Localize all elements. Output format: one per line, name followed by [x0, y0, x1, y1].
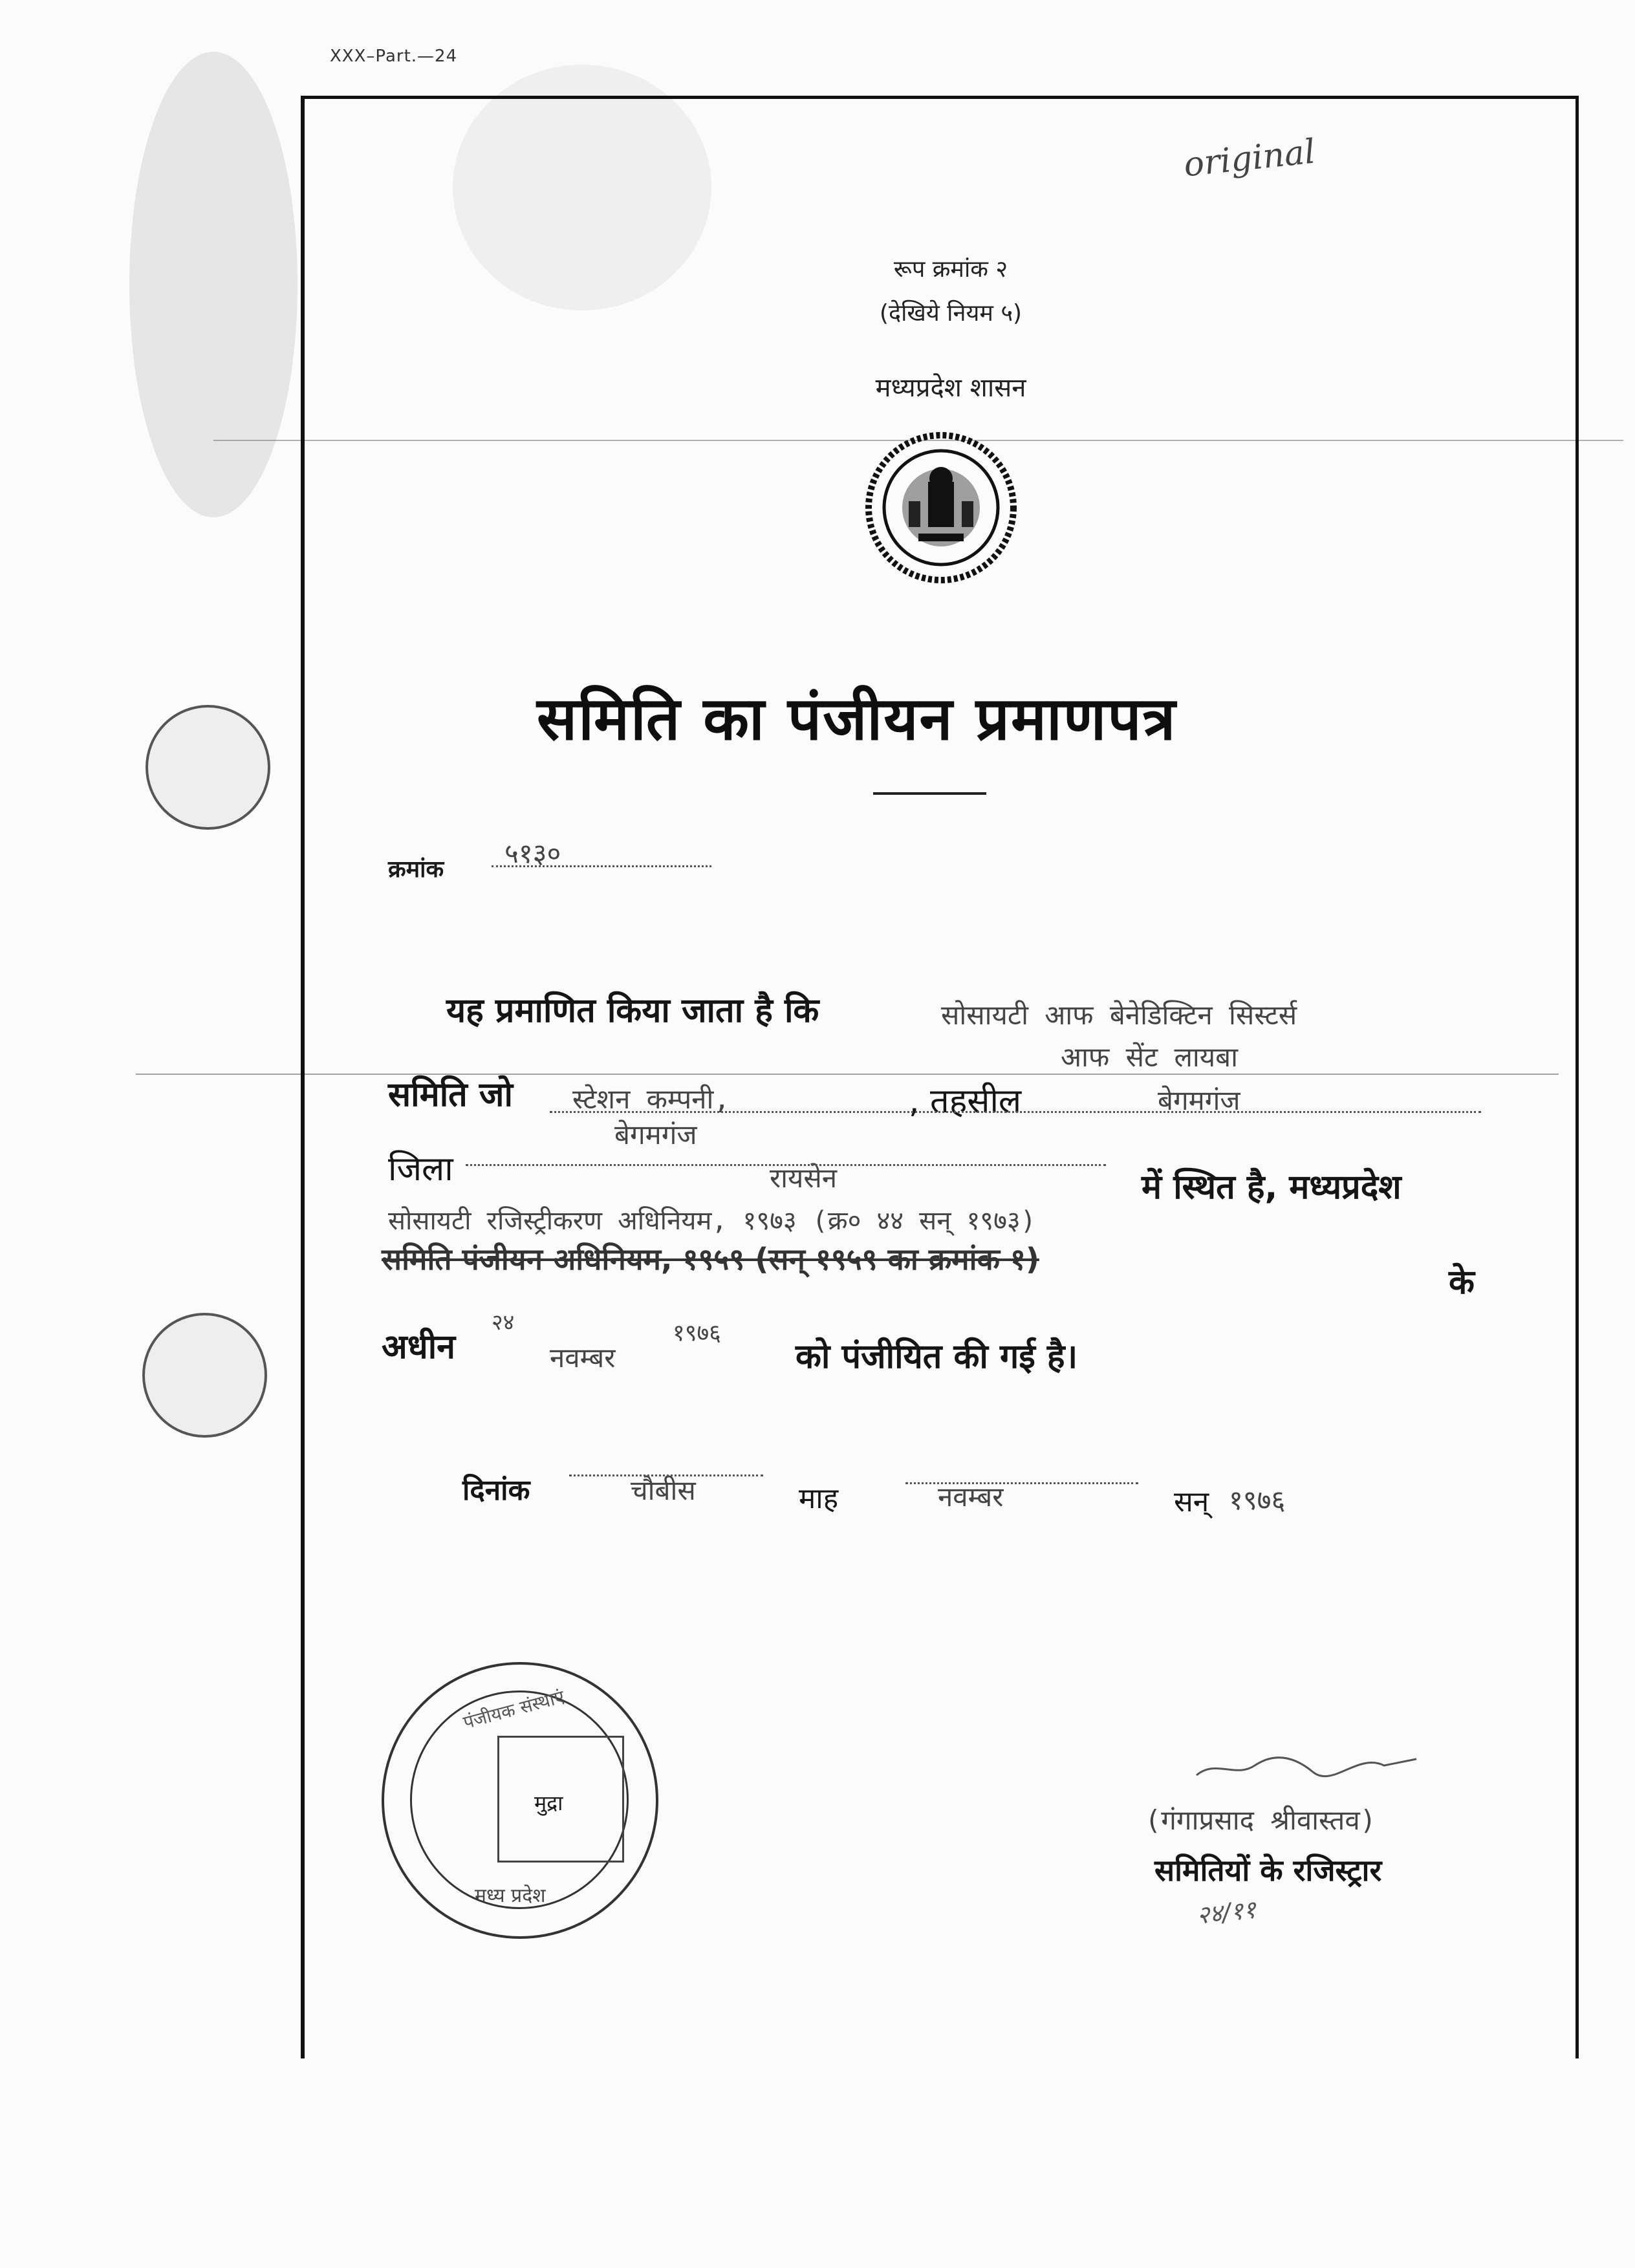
- district-value: रायसेन: [770, 1162, 838, 1194]
- registrar-seal: [382, 1662, 658, 1939]
- act-printed-struck: समिति पंजीयन अधिनियम, १९५९ (सन् १९५९ का क्रमांक १): [382, 1242, 1039, 1277]
- certify-prefix: यह प्रमाणित किया जाता है कि: [446, 991, 819, 1030]
- district-dotted-line: [466, 1164, 1106, 1166]
- district-label: जिला: [388, 1150, 453, 1189]
- punch-hole: [146, 705, 270, 830]
- adhin-word: अधीन: [382, 1328, 456, 1366]
- certificate-title: समिति का पंजीयन प्रमाणपत्र: [537, 684, 1177, 753]
- act-typed: सोसायटी रजिस्ट्रीकरण अधिनियम, १९७३ (क्र० ४४ सन् १९७३): [388, 1206, 1036, 1236]
- seal-center-label: मुद्रा: [534, 1791, 563, 1815]
- serial-label: क्रमांक: [388, 856, 444, 883]
- located-text: में स्थित है, मध्यप्रदेश: [1142, 1168, 1402, 1207]
- page-part-label: XXX–Part.—24: [330, 47, 458, 66]
- scan-smudge: [129, 52, 298, 517]
- punch-hole: [142, 1313, 267, 1438]
- title-underline: [873, 792, 986, 795]
- society-name-line2: आफ सेंट लायबा: [1061, 1041, 1239, 1073]
- ke-word: के: [1449, 1263, 1475, 1302]
- registration-month: नवम्बर: [550, 1342, 616, 1374]
- registered-text: को पंजीयित की गई है।: [796, 1337, 1078, 1376]
- society-address: स्टेशन कम्पनी,: [572, 1083, 730, 1115]
- tehsil-label: , तहसील: [909, 1082, 1022, 1121]
- registrar-designation: समितियों के रजिस्ट्रार: [1154, 1853, 1382, 1888]
- date-value: चौबीस: [631, 1474, 696, 1506]
- registrar-name: (गंगाप्रसाद श्रीवास्तव): [1145, 1804, 1376, 1836]
- registrar-signature: [1190, 1746, 1423, 1785]
- rule-reference: (देखिये नियम ५): [879, 300, 1023, 327]
- serial-dotted-line: [492, 865, 711, 867]
- form-number: रूप क्रमांक २: [893, 256, 1008, 283]
- handwritten-date: २४/११: [1195, 1895, 1257, 1930]
- month-dotted-line: [905, 1482, 1138, 1484]
- samiti-label: समिति जो: [388, 1075, 513, 1114]
- serial-value: ५१३०: [504, 837, 561, 869]
- month-label: माह: [799, 1482, 839, 1515]
- handwritten-original-note: original: [1182, 132, 1317, 185]
- government-name: मध्यप्रदेश शासन: [875, 373, 1026, 403]
- address-line2: बेगमगंज: [614, 1119, 697, 1150]
- year-label: सन्: [1174, 1485, 1209, 1518]
- month-value: नवम्बर: [938, 1481, 1004, 1513]
- state-emblem-seal: [863, 430, 1019, 585]
- tehsil-value: बेगमगंज: [1158, 1085, 1240, 1116]
- registration-day: २४: [492, 1310, 515, 1335]
- date-dotted-line: [569, 1474, 763, 1476]
- year-value: १९७६: [1229, 1484, 1286, 1516]
- date-label: दिनांक: [462, 1474, 530, 1507]
- address-dotted-line: [550, 1111, 1481, 1113]
- seal-top-arc-text: पंजीयक संस्थाएं: [460, 1685, 567, 1734]
- seal-bottom-arc-text: मध्य प्रदेश: [475, 1885, 546, 1907]
- society-name-line1: सोसायटी आफ बेनेडिक्टिन सिस्टर्स: [941, 999, 1297, 1031]
- registration-year: १९७६: [673, 1320, 721, 1346]
